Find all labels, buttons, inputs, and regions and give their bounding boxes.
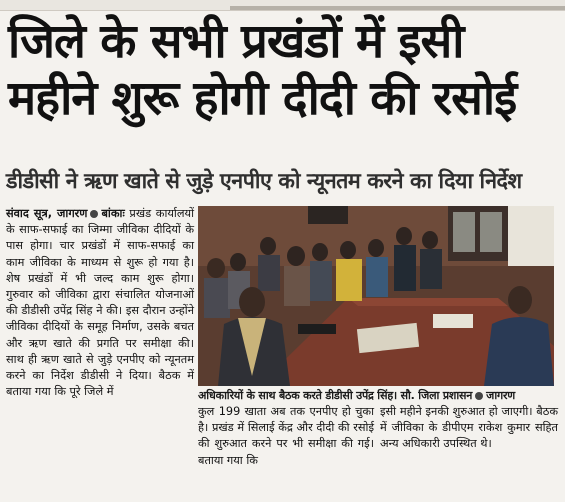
headline-line-2: महीने शुरू होगी दीदी की रसोई: [8, 71, 517, 126]
top-rule: [230, 6, 565, 10]
byline: संवाद सूत्र, जागरण: [6, 207, 88, 220]
article-column-middle: [198, 404, 374, 469]
article-column-right: [380, 404, 558, 453]
article-column-left: [6, 206, 194, 400]
photo-credit: जागरण: [486, 389, 516, 402]
bullet-dot-icon: [475, 392, 483, 400]
middle-column-text: कुल 199 खाता अब तक एनपीए हो चुका है। प्रखंड में सिलाई केंद्र और दीदी की रसोई की शुरुआत करने पर भी समीक्षा की गई। बताया गया कि: [198, 405, 374, 467]
meeting-photo-illustration: [198, 206, 554, 386]
subheadline: डीडीसी ने ऋण खाते से जुड़े एनपीए को न्यूनतम करने का दिया निर्देश: [6, 169, 522, 194]
headline: [8, 14, 560, 128]
right-column-text: इसी महीने इनकी शुरुआत हो जाएगी। बैठक में जीविका के डीपीएम राकेश कुमार सहित अन्य अधिकारी उपस्थित थे।: [380, 405, 558, 451]
dateline: बांकाः: [101, 207, 125, 220]
left-column-text: प्रखंड कार्यालयों के साफ-सफाई का जिम्मा जीविका दीदियों के पास होगा। चार प्रखंडों में साफ-सफाई का काम जीविका के माध्यम से शुरू हो गया है। शेष प्रखंडों में भी जल्द काम शुरू होगा। गुरुवार को जीविका द्वारा संचालित योजनाओं की डीडीसी उपेंद्र सिंह ने की। इस दौरान उन्होंने जीविका दीदियों के समूह निर्माण, उसके बचत और ऋण खाते की प्रगति पर समीक्षा की। साथ ही ऋण खाते से जुड़े एनपीए को न्यूनतम करने का निर्देश डीडीसी ने दिया। बैठक में बताया गया कि पूरे जिले में: [6, 207, 194, 399]
news-photo: [198, 206, 554, 386]
headline-line-1: जिले के सभी प्रखंडों में इसी: [8, 14, 464, 69]
photo-caption-text: अधिकारियों के साथ बैठक करते डीडीसी उपेंद्र सिंह। सौ. जिला प्रशासन: [198, 389, 473, 402]
page-top-strip: [0, 0, 565, 11]
bullet-dot-icon: [90, 210, 98, 218]
photo-caption: [198, 388, 560, 403]
